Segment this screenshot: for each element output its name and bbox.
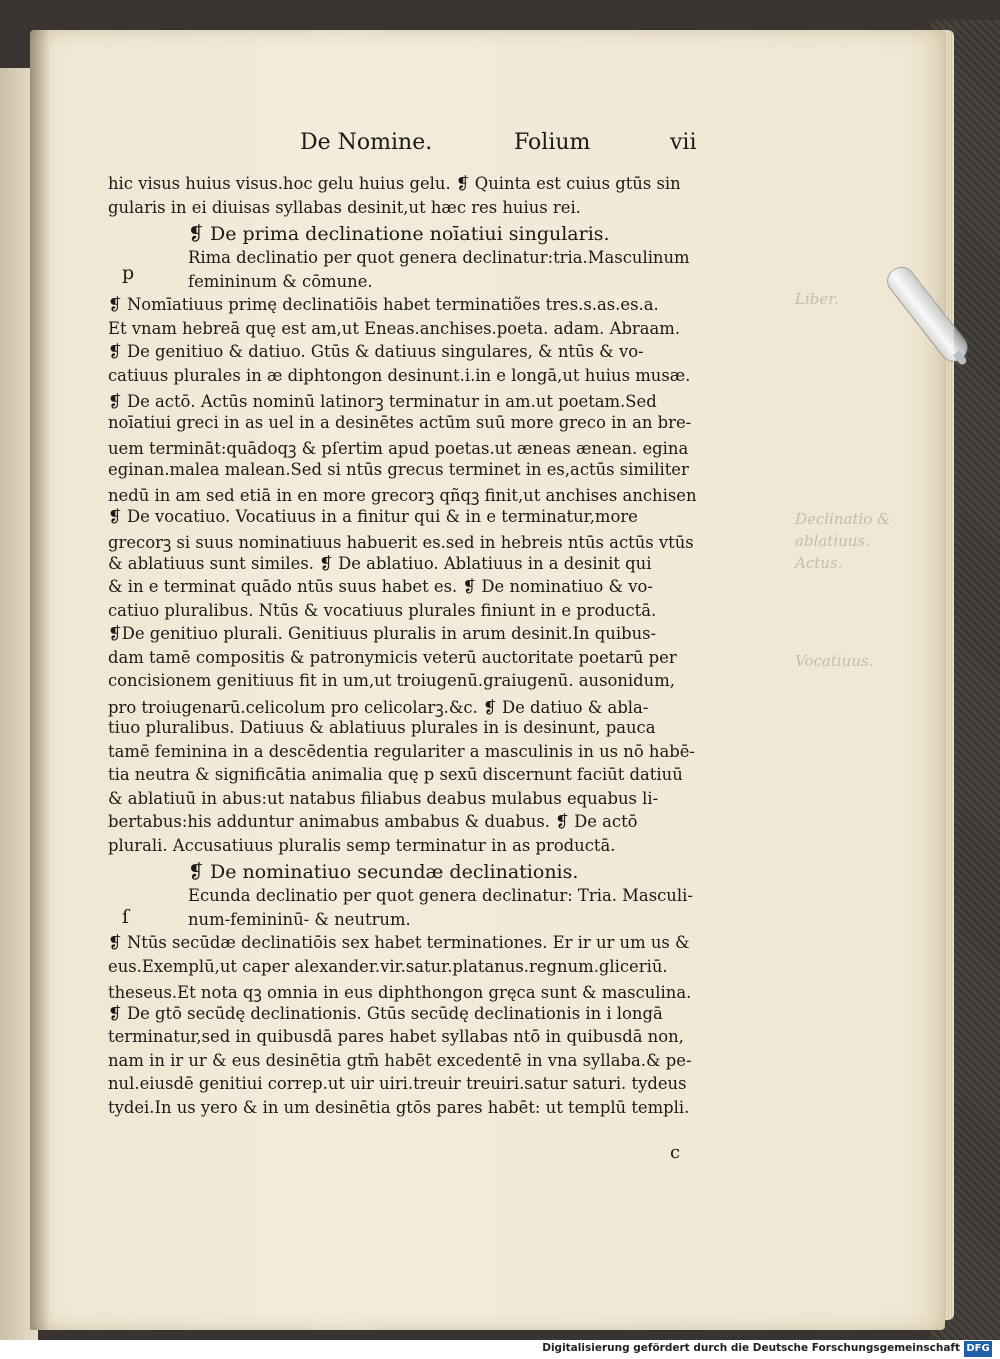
text-line: femininum & cōmune. xyxy=(188,271,373,291)
text-line: catiuo pluralibus. Ntūs & vocatiuus plurales finiunt in e productā. xyxy=(108,600,657,620)
text-block xyxy=(108,174,742,1121)
text-line: ❡ De gtō secūdę declinationis. Gtūs secūdę declinationis in i longā xyxy=(108,1003,663,1023)
text-line: nam in ir ur & eus desinētia gtm̄ habēt excedentē in vna syllaba.& pe- xyxy=(108,1050,692,1070)
initial-letter-s: ſ xyxy=(122,906,130,928)
text-line: eginan.malea malean.Sed si ntūs grecus terminet in es,actūs similiter xyxy=(108,459,689,479)
section-heading: ❡ De nominatiuo secundæ declinationis. xyxy=(188,861,579,883)
section-heading: ❡ De prima declinatione noīatiui singularis. xyxy=(188,223,610,245)
text-line: gularis in ei diuisas syllabas desinit,ut hæc res huius rei. xyxy=(108,197,581,217)
text-line: plurali. Accusatiuus pluralis semp terminatur in as productā. xyxy=(108,835,616,855)
text-line: nul.eiusdē genitiui correp.ut uir uiri.treuir treuiri.satur saturi. tydeus xyxy=(108,1074,687,1093)
dfg-logo: DFG xyxy=(964,1341,992,1357)
text-line: tiuo pluralibus. Datiuus & ablatiuus plurales in is desinunt, pauca xyxy=(108,718,656,737)
bleed-text-2: Declinatio & xyxy=(795,510,891,528)
text-line: grecorꝫ si suus nominatiuus habuerit es.sed in hebreis ntūs actūs vtūs xyxy=(108,533,694,552)
text-line: ❡ De genitiuo & datiuo. Gtūs & datiuus singulares, & ntūs & vo- xyxy=(108,342,644,361)
text-line: num-femininū- & neutrum. xyxy=(188,909,411,929)
text-line: hic visus huius visus.hoc gelu huius gelu. ❡ Quinta est cuius gtūs sin xyxy=(108,174,681,193)
text-line: concisionem genitiuus fit in um,ut troiugenū.graiugenū. ausonidum, xyxy=(108,671,675,690)
text-line: noīatiui greci in as uel in a desinētes actūm suū more greco in an bre- xyxy=(108,412,692,432)
running-head-folium: Folium xyxy=(514,130,591,155)
signature-mark: c xyxy=(670,1142,681,1163)
bleed-text-4: Actus. xyxy=(795,554,843,572)
text-line: Rima declinatio per quot genera declinatur:tria.Masculinum xyxy=(188,248,690,267)
footer-credit: Digitalisierung gefördert durch die Deutsche Forschungsgemeinschaft xyxy=(542,1342,960,1354)
text-line: ❡ De actō. Actūs nominū latinorꝫ terminatur in am.ut poetam.Sed xyxy=(108,392,657,411)
text-line: dam tamē compositis & patronymicis veterū auctoritate poetarū per xyxy=(108,647,677,667)
bleed-text-5: Vocatiuus. xyxy=(795,652,874,670)
text-line: bertabus:his adduntur animabus ambabus & duabus. ❡ De actō xyxy=(108,812,638,831)
running-head xyxy=(300,130,730,166)
text-line: uem termināt:quādoqꝫ & pſertim apud poetas.ut æneas ænean. egina xyxy=(108,439,689,458)
text-line: nedū in am sed etiā in en more grecorꝫ qñqꝫ finit,ut anchises anchisen xyxy=(108,486,697,505)
initial-letter-p: p xyxy=(122,262,135,284)
text-line: theseus.Et nota qꝫ omnia in eus diphthongon gręca sunt & masculina. xyxy=(108,983,692,1002)
text-line: ❡ Nomīatiuus primę declinatiōis habet terminatiões tres.s.as.es.a. xyxy=(108,295,659,314)
text-line: eus.Exemplū,ut caper alexander.vir.satur.platanus.regnum.gliceriū. xyxy=(108,956,668,976)
text-line: tydei.In us yero & in um desinētia gtōs pares habēt: ut templū templi. xyxy=(108,1097,690,1117)
text-line: pro troiugenarū.celicolum pro celicolarꝫ.&c. ❡ De datiuo & abla- xyxy=(108,697,649,717)
text-line: terminatur,sed in quibusdā pares habet syllabas ntō in quibusdā non, xyxy=(108,1027,684,1046)
text-line: Et vnam hebreā quę est am,ut Eneas.anchises.poeta. adam. Abraam. xyxy=(108,318,681,338)
text-line: ❡ De vocatiuo. Vocatiuus in a finitur qui & in e terminatur,more xyxy=(108,506,638,526)
running-head-title: De Nomine. xyxy=(300,130,433,155)
bleed-text-3: ablatiuus. xyxy=(795,532,870,550)
text-line: & ablatiuū in abus:ut natabus filiabus deabus mulabus equabus li- xyxy=(108,788,659,808)
text-line: ❡De genitiuo plurali. Genitiuus pluralis in arum desinit.In quibus- xyxy=(108,624,657,643)
gutter-shadow xyxy=(30,30,50,1330)
text-line: tia neutra & significātia animalia quę p sexū discernunt faciūt datiuū xyxy=(108,765,683,784)
text-line: ❡ Ntūs secūdæ declinatiōis sex habet terminationes. Er ir ur um us & xyxy=(108,933,690,952)
text-line: Ecunda declinatio per quot genera declinatur: Tria. Masculi- xyxy=(188,886,693,905)
text-line: & ablatiuus sunt similes. ❡ De ablatiuo. Ablatiuus in a desinit qui xyxy=(108,553,652,573)
bleed-text-1: Liber. xyxy=(795,290,839,308)
text-line: catiuus plurales in æ diphtongon desinunt.i.in e longā,ut huius musæ. xyxy=(108,365,691,385)
folio-number: vii xyxy=(670,130,697,155)
text-line: tamē feminina in a descēdentia regulariter a masculinis in us nō habē- xyxy=(108,741,695,761)
text-line: & in e terminat quādo ntūs suus habet es. ❡ De nominatiuo & vo- xyxy=(108,577,653,596)
